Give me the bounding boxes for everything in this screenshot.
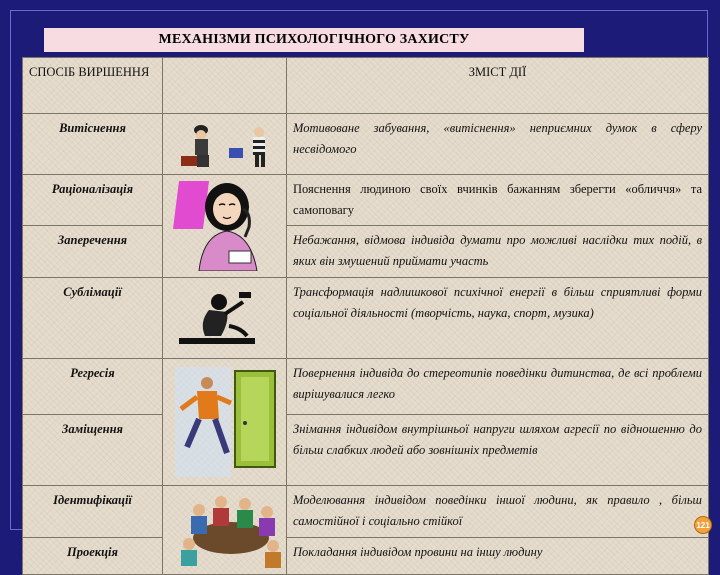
description-cell: Моделювання індивідом поведінки іншої людини, як правило , більш самостійної і соціально стійкої <box>287 486 709 538</box>
description-cell: Пояснення людиною своїх вчинків бажанням зберегти «обличчя» та самоповагу <box>287 175 709 226</box>
table-row <box>23 175 709 226</box>
method-cell: Проекція <box>23 538 163 575</box>
description-cell: Небажання, відмова індивіда думати про можливі наслідки тих подій, в яких він змушений приймати участь <box>287 226 709 278</box>
table-header-row <box>23 58 709 114</box>
picture-cell <box>163 486 287 575</box>
method-cell: Сублімації <box>23 278 163 359</box>
picture-cell <box>163 175 287 278</box>
burglars-icon <box>169 118 287 170</box>
header-picture-cell <box>163 58 287 114</box>
description-cell: Повернення індивіда до стереотипів поведінки дитинства, де всі проблеми вирішувалися легко <box>287 359 709 415</box>
picture-cell <box>163 359 287 486</box>
group-meeting-icon <box>169 490 287 570</box>
picture-cell <box>163 278 287 359</box>
method-cell: Регресія <box>23 359 163 415</box>
woman-phone-icon <box>169 179 287 271</box>
method-cell: Заперечення <box>23 226 163 278</box>
description-cell: Знімання індивідом внутрішньої напруги шляхом агресії по відношенню до більш слабких людей або зовнішніх предметів <box>287 414 709 485</box>
table-row <box>23 359 709 415</box>
hammer-worker-icon <box>169 282 287 354</box>
description-cell: Мотивоване забування, «витіснення» неприємних думок в сферу несвідомого <box>287 114 709 175</box>
table-row <box>23 486 709 538</box>
defense-mechanisms-table <box>22 57 709 575</box>
method-cell: Ідентифікації <box>23 486 163 538</box>
picture-cell <box>163 114 287 175</box>
description-cell: Трансформація надлишкової психічної енергії в більш сприятливі форми соціальної діяльності (творчість, наука, спорт, музика) <box>287 278 709 359</box>
page-number-badge: 121 <box>694 516 712 534</box>
method-cell: Заміщення <box>23 414 163 485</box>
table-row <box>23 278 709 359</box>
description-cell: Покладання індивідом провини на іншу людину <box>287 538 709 575</box>
page-title: МЕХАНІЗМИ ПСИХОЛОГІЧНОГО ЗАХИСТУ <box>44 28 584 52</box>
table-row <box>23 114 709 175</box>
table-row <box>23 538 709 575</box>
running-man-door-icon <box>169 363 287 481</box>
method-cell: Раціоналізація <box>23 175 163 226</box>
table-row <box>23 226 709 278</box>
header-method: СПОСІБ ВИРШЕННЯ <box>23 58 163 114</box>
header-content: ЗМІСТ ДІЇ <box>287 58 709 114</box>
table-row <box>23 414 709 485</box>
method-cell: Витіснення <box>23 114 163 175</box>
